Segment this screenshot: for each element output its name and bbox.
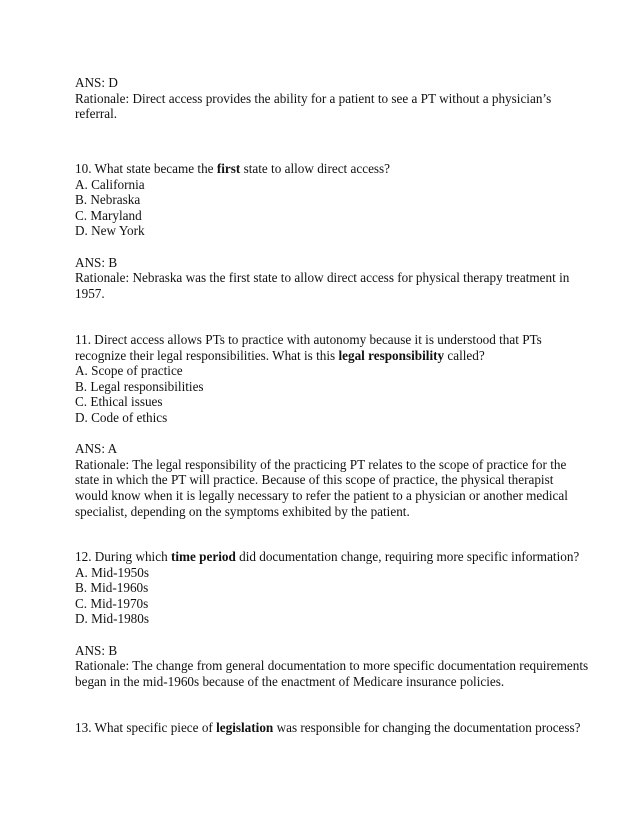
answer-option: D. Mid-1980s: [75, 611, 149, 627]
stem-text: 10. What state became the: [75, 161, 217, 176]
answer-label: ANS: D: [75, 75, 118, 90]
answer-option: C. Ethical issues: [75, 394, 163, 410]
rationale-text: specialist, depending on the symptoms exhibited by the patient.: [75, 503, 410, 519]
rationale-text: state in which the PT will practice. Because of this scope of practice, the physical therapist: [75, 472, 554, 488]
answer-option: D. Code of ethics: [75, 409, 168, 425]
answer-option: C. Maryland: [75, 207, 142, 223]
answer-option: A. Scope of practice: [75, 363, 183, 379]
rationale-text: Rationale: The change from general documentation to more specific documentation requirements: [75, 658, 589, 674]
answer-label: ANS: B: [75, 642, 118, 658]
question-13: [75, 720, 581, 736]
answer-option: C. Mid-1970s: [75, 595, 149, 611]
stem-text: 12. During which: [75, 549, 171, 564]
question-11: [75, 332, 575, 519]
stem-text: recognize their legal responsibilities. What is this: [75, 347, 339, 363]
question-stem: [75, 348, 575, 364]
stem-text: did documentation change, requiring more specific information?: [235, 549, 580, 564]
rationale-text: referral.: [75, 106, 118, 122]
question-stem: 11. Direct access allows PTs to practice with autonomy because it is understood that PTs: [75, 332, 542, 347]
question-stem: [75, 161, 575, 177]
question-10: [75, 161, 575, 301]
answer-label: ANS: B: [75, 254, 118, 270]
stem-emphasis: first: [216, 161, 241, 176]
answer-option: B. Legal responsibilities: [75, 378, 204, 394]
stem-emphasis: legislation: [216, 720, 274, 735]
question-stem: [75, 720, 581, 736]
answer-option: A. California: [75, 176, 145, 192]
rationale-text: Rationale: Direct access provides the ability for a patient to see a PT without a physician’s: [75, 90, 552, 106]
stem-text: was responsible for changing the documentation process?: [273, 720, 581, 735]
rationale-text: would know when it is legally necessary to refer the patient to a physician or another medical: [75, 487, 568, 503]
previous-answer-block: [75, 75, 575, 122]
stem-emphasis: legal responsibility: [338, 347, 445, 363]
stem-emphasis: time period: [170, 549, 236, 564]
question-stem: [75, 549, 580, 565]
answer-label: ANS: A: [75, 441, 118, 457]
answer-option: A. Mid-1950s: [75, 564, 149, 580]
answer-option: D. New York: [75, 223, 145, 239]
rationale-text: began in the mid-1960s because of the enactment of Medicare insurance policies.: [75, 673, 505, 689]
stem-text: state to allow direct access?: [240, 161, 391, 176]
question-12: [75, 549, 589, 689]
rationale-text: 1957.: [75, 285, 105, 301]
stem-text: 13. What specific piece of: [75, 720, 217, 735]
answer-option: B. Nebraska: [75, 192, 141, 208]
answer-option: B. Mid-1960s: [75, 580, 149, 596]
rationale-text: Rationale: The legal responsibility of the practicing PT relates to the scope of practice for the: [75, 456, 567, 472]
rationale-text: Rationale: Nebraska was the first state to allow direct access for physical therapy treatment in: [75, 270, 570, 286]
stem-text: called?: [444, 347, 485, 363]
